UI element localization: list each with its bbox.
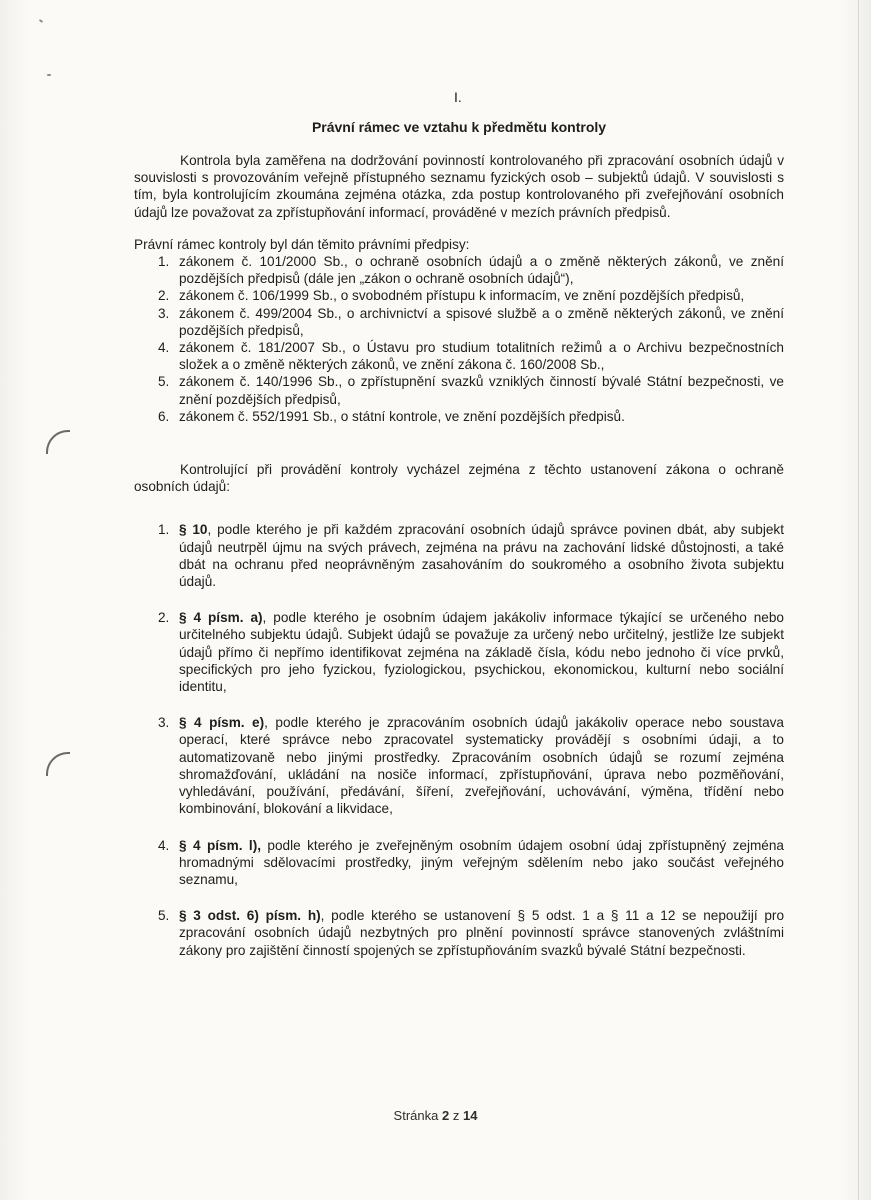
list-item-text: zákonem č. 101/2000 Sb., o ochraně osobních údajů a o změně některých zákonů, ve znění pozdějších předpisů (dále jen „zákon o ochraně osobních údajů“), bbox=[179, 254, 784, 287]
provisions-intro: Kontrolující při provádění kontroly vycházel zejména z těchto ustanovení zákona o ochraně osobních údajů: bbox=[134, 462, 784, 495]
provisions-list bbox=[158, 521, 784, 958]
provision-text: podle kterého je zveřejněným osobním údajem osobní údaj zpřístupněný zejména hromadnými sdělovacími prostředky, jiným veřejným sdělením nebo jako součást veřejného seznamu, bbox=[179, 837, 784, 887]
provision-text: , podle kterého je při každém zpracování osobních údajů správce povinen dbát, aby subjekt údajů neutrpěl újmu na svých právech, zejména na právu na zachování lidské důstojnosti, a také dbát na ochranu před neoprávněným zasahováním do soukromého a osobního života subjektu údajů. bbox=[179, 522, 784, 590]
list-item-number: 5. bbox=[158, 374, 170, 390]
provision-item bbox=[158, 714, 784, 817]
list-item bbox=[158, 305, 784, 339]
page-title: Právní rámec ve vztahu k předmětu kontroly bbox=[311, 119, 607, 135]
section-number: I. bbox=[454, 89, 462, 105]
page-footer bbox=[0, 1108, 871, 1124]
page-edge bbox=[858, 0, 859, 1200]
provision-number: 2. bbox=[158, 610, 170, 626]
list-item-text: zákonem č. 181/2007 Sb., o Ústavu pro studium totalitních režimů a o Archivu bezpečnostních složek a o změně některých zákonů, ve znění zákona č. 160/2008 Sb., bbox=[179, 340, 784, 373]
provision-text: , podle kterého je zpracováním osobních údajů jakákoliv operace nebo soustava operací, které správce nebo zpracovatel systematicky provádějí s osobními údaji, a to automatizovaně nebo jinými prostředky. Zpracováním osobních údajů se rozumí zejména shromažďování, ukládání na nosiče informací, zpřístupňování, úprava nebo pozměňování, vyhledávání, používání, předávání, šíření, zveřejňování, uchovávání, výměna, třídění nebo kombinování, blokování a likvidace, bbox=[179, 715, 784, 817]
intro-paragraph: Kontrola byla zaměřena na dodržování povinností kontrolovaného při zpracování osobních údajů v souvislosti s provozováním veřejně přístupného seznamu fyzických osob – subjektů údajů. V souvislosti s tím, byla kontrolujícím zkoumána zejména otázka, zda postup kontrolovaného při zveřejňování osobních údajů lze považovat za zpřístupňování informací, prováděné v mezích právních předpisů. bbox=[134, 153, 784, 220]
punch-hole-mark bbox=[46, 752, 70, 776]
provision-reference: § 4 písm. l), bbox=[179, 837, 261, 853]
list-item-number: 6. bbox=[158, 408, 170, 424]
scan-speck bbox=[47, 74, 51, 76]
list-item bbox=[158, 287, 784, 304]
provision-number: 3. bbox=[158, 715, 170, 731]
list-item bbox=[158, 339, 784, 373]
list-item bbox=[158, 253, 784, 287]
provision-number: 5. bbox=[158, 908, 170, 924]
list-item-number: 1. bbox=[158, 254, 170, 270]
provision-item bbox=[158, 837, 784, 889]
total-pages-number: 14 bbox=[462, 1108, 478, 1123]
provision-number: 1. bbox=[158, 522, 170, 538]
provision-number: 4. bbox=[158, 837, 170, 853]
provision-reference: § 10 bbox=[179, 522, 208, 538]
list-item-number: 3. bbox=[158, 305, 170, 321]
list-item-text: zákonem č. 499/2004 Sb., o archivnictví a spisové službě a o změně některých zákonů, ve znění pozdějších předpisů, bbox=[179, 305, 784, 338]
list-item-number: 4. bbox=[158, 340, 170, 356]
provision-text: , podle kterého se ustanovení § 5 odst. 1 a § 11 a 12 se nepoužijí pro zpracování osobních údajů nezbytných pro plnění povinností správce stanovených zvláštními zákony pro zajištění činností spojených se zpřístupňováním svazků bývalé Státní bezpečnosti. bbox=[179, 908, 785, 958]
list-item bbox=[158, 408, 784, 425]
list-item-text: zákonem č. 140/1996 Sb., o zpřístupnění svazků vzniklých činností bývalé Státní bezpečnosti, ve znění pozdějších předpisů, bbox=[179, 374, 784, 407]
punch-hole-mark bbox=[46, 430, 70, 454]
provision-item bbox=[158, 521, 784, 590]
provision-text: , podle kterého je osobním údajem jakákoliv informace týkající se určeného nebo určitelného subjektu údajů. Subjekt údajů se považuje za určený nebo určitelný, jestliže lze subjekt údajů přímo či nepřímo identifikovat zejména na základě čísla, kódu nebo jednoho či více prvků, specifických pro jeho fyzickou, fyziologickou, psychickou, ekonomickou, kulturní nebo sociální identitu, bbox=[179, 610, 784, 695]
list-item-text: zákonem č. 552/1991 Sb., o státní kontrole, ve znění pozdějších předpisů. bbox=[179, 408, 625, 424]
list-item-text: zákonem č. 106/1999 Sb., o svobodném přístupu k informacím, ve znění pozdějších předpisů, bbox=[179, 288, 745, 304]
legal-framework-intro: Právní rámec kontroly byl dán těmito právními předpisy: bbox=[134, 236, 470, 252]
scan-speck bbox=[39, 19, 43, 23]
provision-reference: § 4 písm. a) bbox=[179, 610, 263, 626]
provision-reference: § 3 odst. 6) písm. h) bbox=[179, 908, 321, 924]
provision-item bbox=[158, 609, 784, 695]
page-separator: z bbox=[452, 1108, 460, 1123]
current-page-number: 2 bbox=[441, 1108, 450, 1123]
provision-item bbox=[158, 907, 784, 959]
legal-framework-list bbox=[158, 253, 784, 425]
provision-reference: § 4 písm. e) bbox=[179, 715, 265, 731]
document-content bbox=[134, 88, 784, 978]
list-item bbox=[158, 373, 784, 407]
page-label: Stránka bbox=[393, 1108, 439, 1123]
list-item-number: 2. bbox=[158, 288, 170, 304]
